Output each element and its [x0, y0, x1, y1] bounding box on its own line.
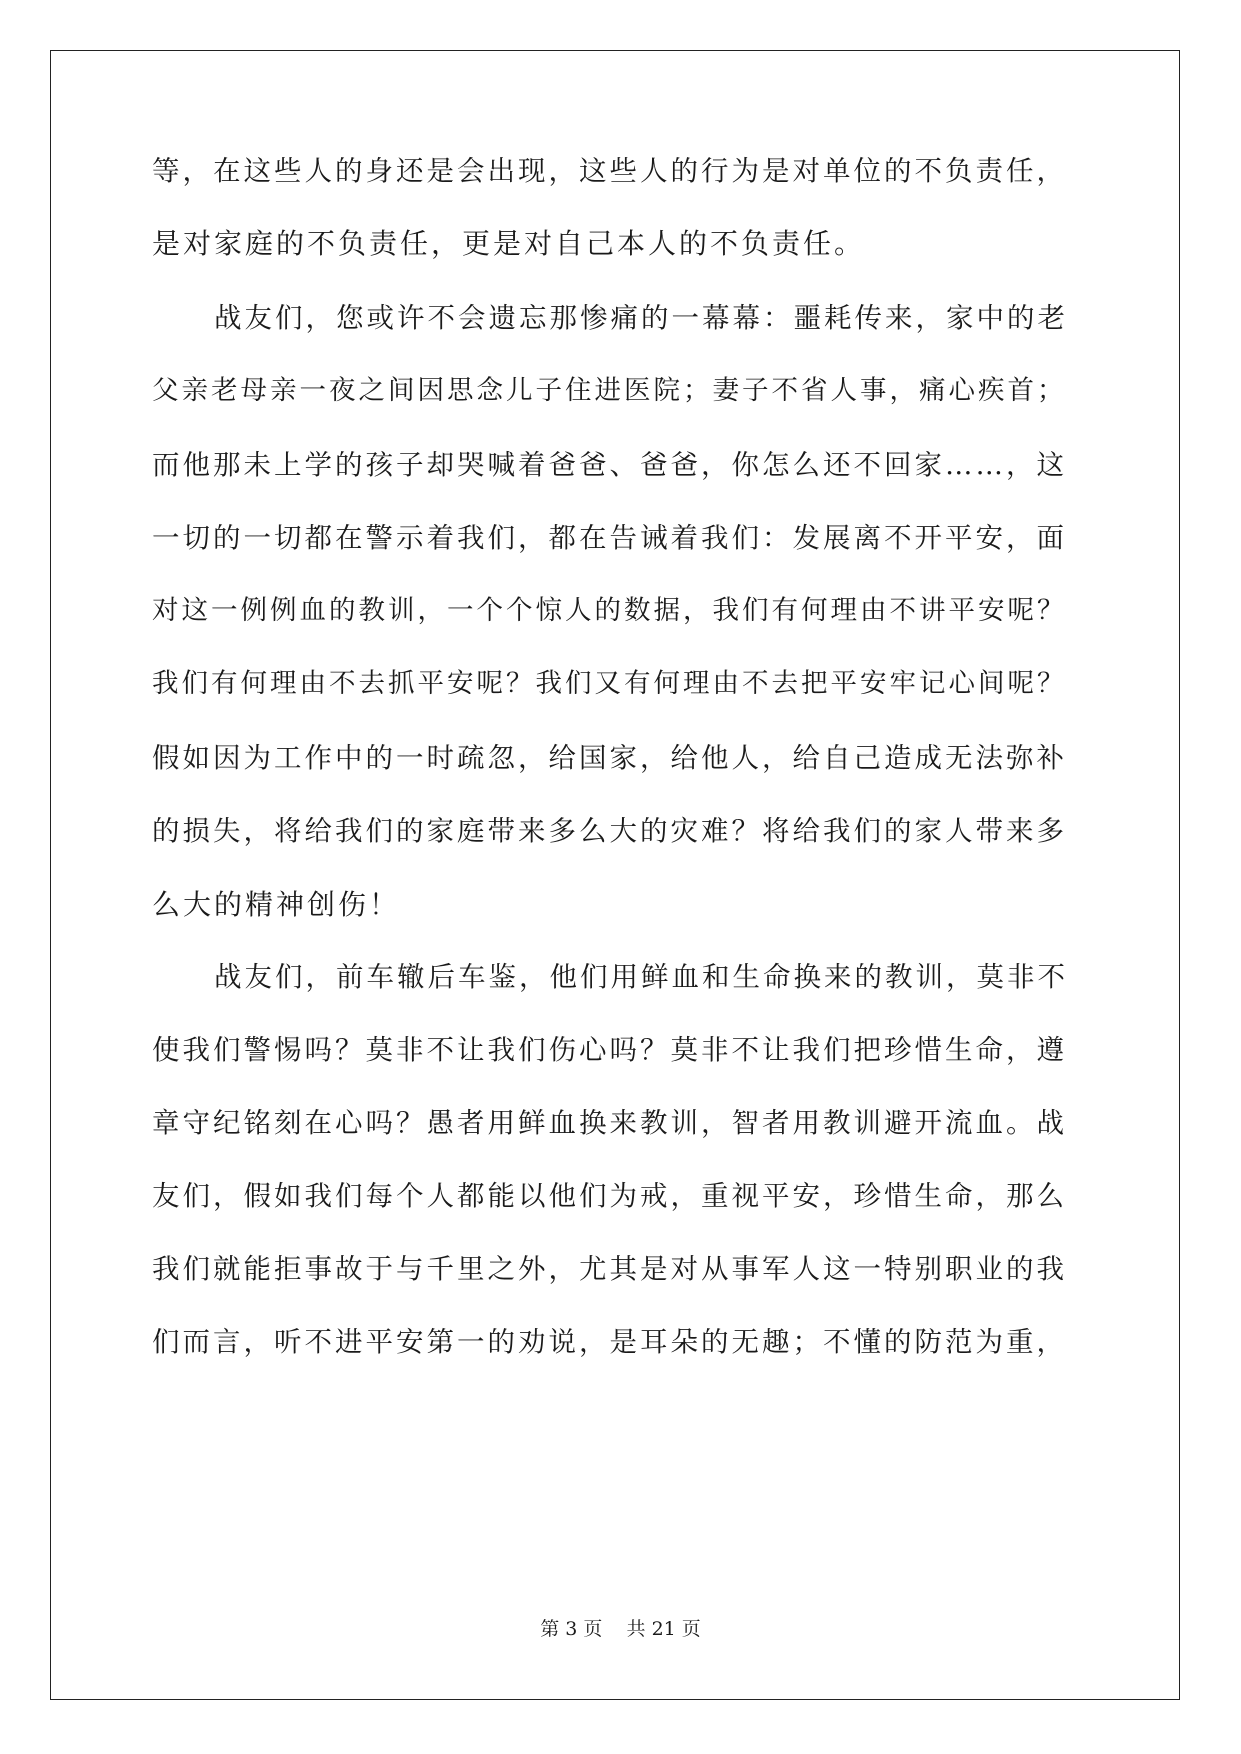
text-line: 一切的一切都在警示着我们，都在告诫着我们：发展离不开平安，面 [152, 522, 1067, 554]
text-line: 是对家庭的不负责任，更是对自己本人的不负责任。 [152, 227, 866, 260]
text-line: 的损失，将给我们的家庭带来多么大的灾难？将给我们的家人带来多 [152, 815, 1067, 847]
page-border [50, 50, 1180, 1700]
text-line: 友们，假如我们每个人都能以他们为戒，重视平安，珍惜生命，那么 [152, 1180, 1067, 1212]
text-line: 等，在这些人的身还是会出现，这些人的行为是对单位的不负责任， [152, 155, 1067, 187]
text-line: 么大的精神创伤！ [152, 888, 401, 921]
text-line: 们而言，听不进平安第一的劝说，是耳朵的无趣；不懂的防范为重， [152, 1326, 1067, 1358]
text-line: 我们就能拒事故于与千里之外，尤其是对从事军人这一特别职业的我 [152, 1253, 1067, 1285]
page-number-footer: 第 3 页 共 21 页 [540, 1618, 701, 1640]
text-line: 而他那未上学的孩子却哭喊着爸爸、爸爸，你怎么还不回家……，这 [152, 449, 1067, 481]
text-line: 父亲老母亲一夜之间因思念儿子住进医院；妻子不省人事，痛心疾首； [152, 375, 1067, 406]
text-line: 使我们警惕吗？莫非不让我们伤心吗？莫非不让我们把珍惜生命，遵 [152, 1034, 1067, 1066]
paragraph-start-line: 战友们，您或许不会遗忘那惨痛的一幕幕：噩耗传来，家中的老 [214, 302, 1068, 334]
text-line: 假如因为工作中的一时疏忽，给国家，给他人，给自己造成无法弥补 [152, 742, 1067, 774]
text-line: 我们有何理由不去抓平安呢？我们又有何理由不去把平安牢记心间呢？ [152, 668, 1067, 699]
paragraph-start-line: 战友们，前车辙后车鉴，他们用鲜血和生命换来的教训，莫非不 [214, 961, 1068, 993]
text-line: 对这一例例血的教训，一个个惊人的数据，我们有何理由不讲平安呢？ [152, 595, 1067, 626]
text-line: 章守纪铭刻在心吗？愚者用鲜血换来教训，智者用教训避开流血。战 [152, 1107, 1067, 1139]
